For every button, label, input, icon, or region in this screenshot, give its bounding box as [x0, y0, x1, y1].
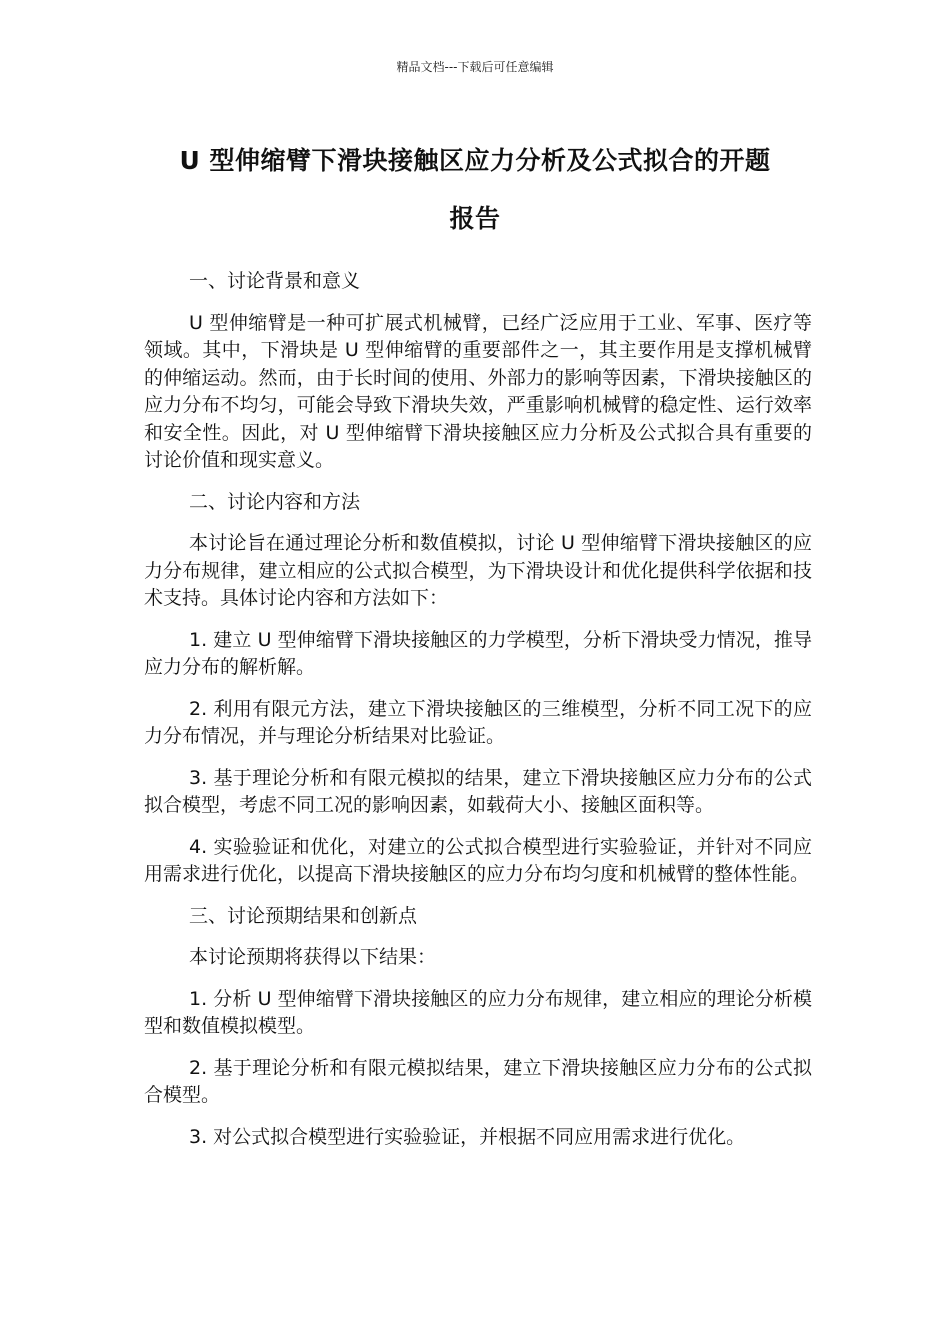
document-title — [140, 132, 810, 248]
list-item-result-1: 1. 分析 U 型伸缩臂下滑块接触区的应力分布规律，建立相应的理论分析模型和数值模拟模型。 — [144, 987, 812, 1037]
paragraph-background: U 型伸缩臂是一种可扩展式机械臂，已经广泛应用于工业、军事、医疗等领域。其中，下滑块是 U 型伸缩臂的重要部件之一，其主要作用是支撑机械臂的伸缩运动。然而，由于长时间的使用、外部力的影响等因素，下滑块接触区的应力分布不均匀，可能会导致下滑块失效，严重影响机械臂的稳定性、运行效率和安全性。因此，对 U 型伸缩臂下滑块接触区应力分析及公式拟合具有重要的讨论价值和现实意义。 — [144, 311, 812, 471]
header-note: 精品文档---下载后可任意编辑 — [396, 60, 554, 74]
list-item-result-3: 3. 对公式拟合模型进行实验验证，并根据不同应用需求进行优化。 — [189, 1125, 746, 1148]
paragraph-results-intro: 本讨论预期将获得以下结果： — [189, 946, 437, 968]
list-item-result-2: 2. 基于理论分析和有限元模拟结果，建立下滑块接触区应力分布的公式拟合模型。 — [144, 1056, 812, 1106]
list-item-method-4: 4. 实验验证和优化，对建立的公式拟合模型进行实验验证，并针对不同应用需求进行优化，以提高下滑块接触区的应力分布均匀度和机械臂的整体性能。 — [144, 835, 812, 885]
list-item-method-2: 2. 利用有限元方法，建立下滑块接触区的三维模型，分析不同工况下的应力分布情况，并与理论分析结果对比验证。 — [144, 697, 812, 747]
section-heading-background: 一、讨论背景和意义 — [189, 270, 361, 292]
list-item-method-3: 3. 基于理论分析和有限元模拟的结果，建立下滑块接触区应力分布的公式拟合模型，考虑不同工况的影响因素，如载荷大小、接触区面积等。 — [144, 766, 812, 816]
title-line-2: 报告 — [449, 204, 501, 233]
section-heading-expected-results: 三、讨论预期结果和创新点 — [189, 904, 418, 927]
paragraph-content-intro: 本讨论旨在通过理论分析和数值模拟，讨论 U 型伸缩臂下滑块接触区的应力分布规律，建立相应的公式拟合模型，为下滑块设计和优化提供科学依据和技术支持。具体讨论内容和方法如下： — [144, 532, 812, 609]
list-item-method-1: 1. 建立 U 型伸缩臂下滑块接触区的力学模型，分析下滑块受力情况，推导应力分布的解析解。 — [144, 628, 812, 678]
title-line-1: U 型伸缩臂下滑块接触区应力分析及公式拟合的开题 — [179, 146, 771, 175]
document-body — [144, 268, 812, 1165]
section-heading-content-methods: 二、讨论内容和方法 — [189, 490, 361, 513]
